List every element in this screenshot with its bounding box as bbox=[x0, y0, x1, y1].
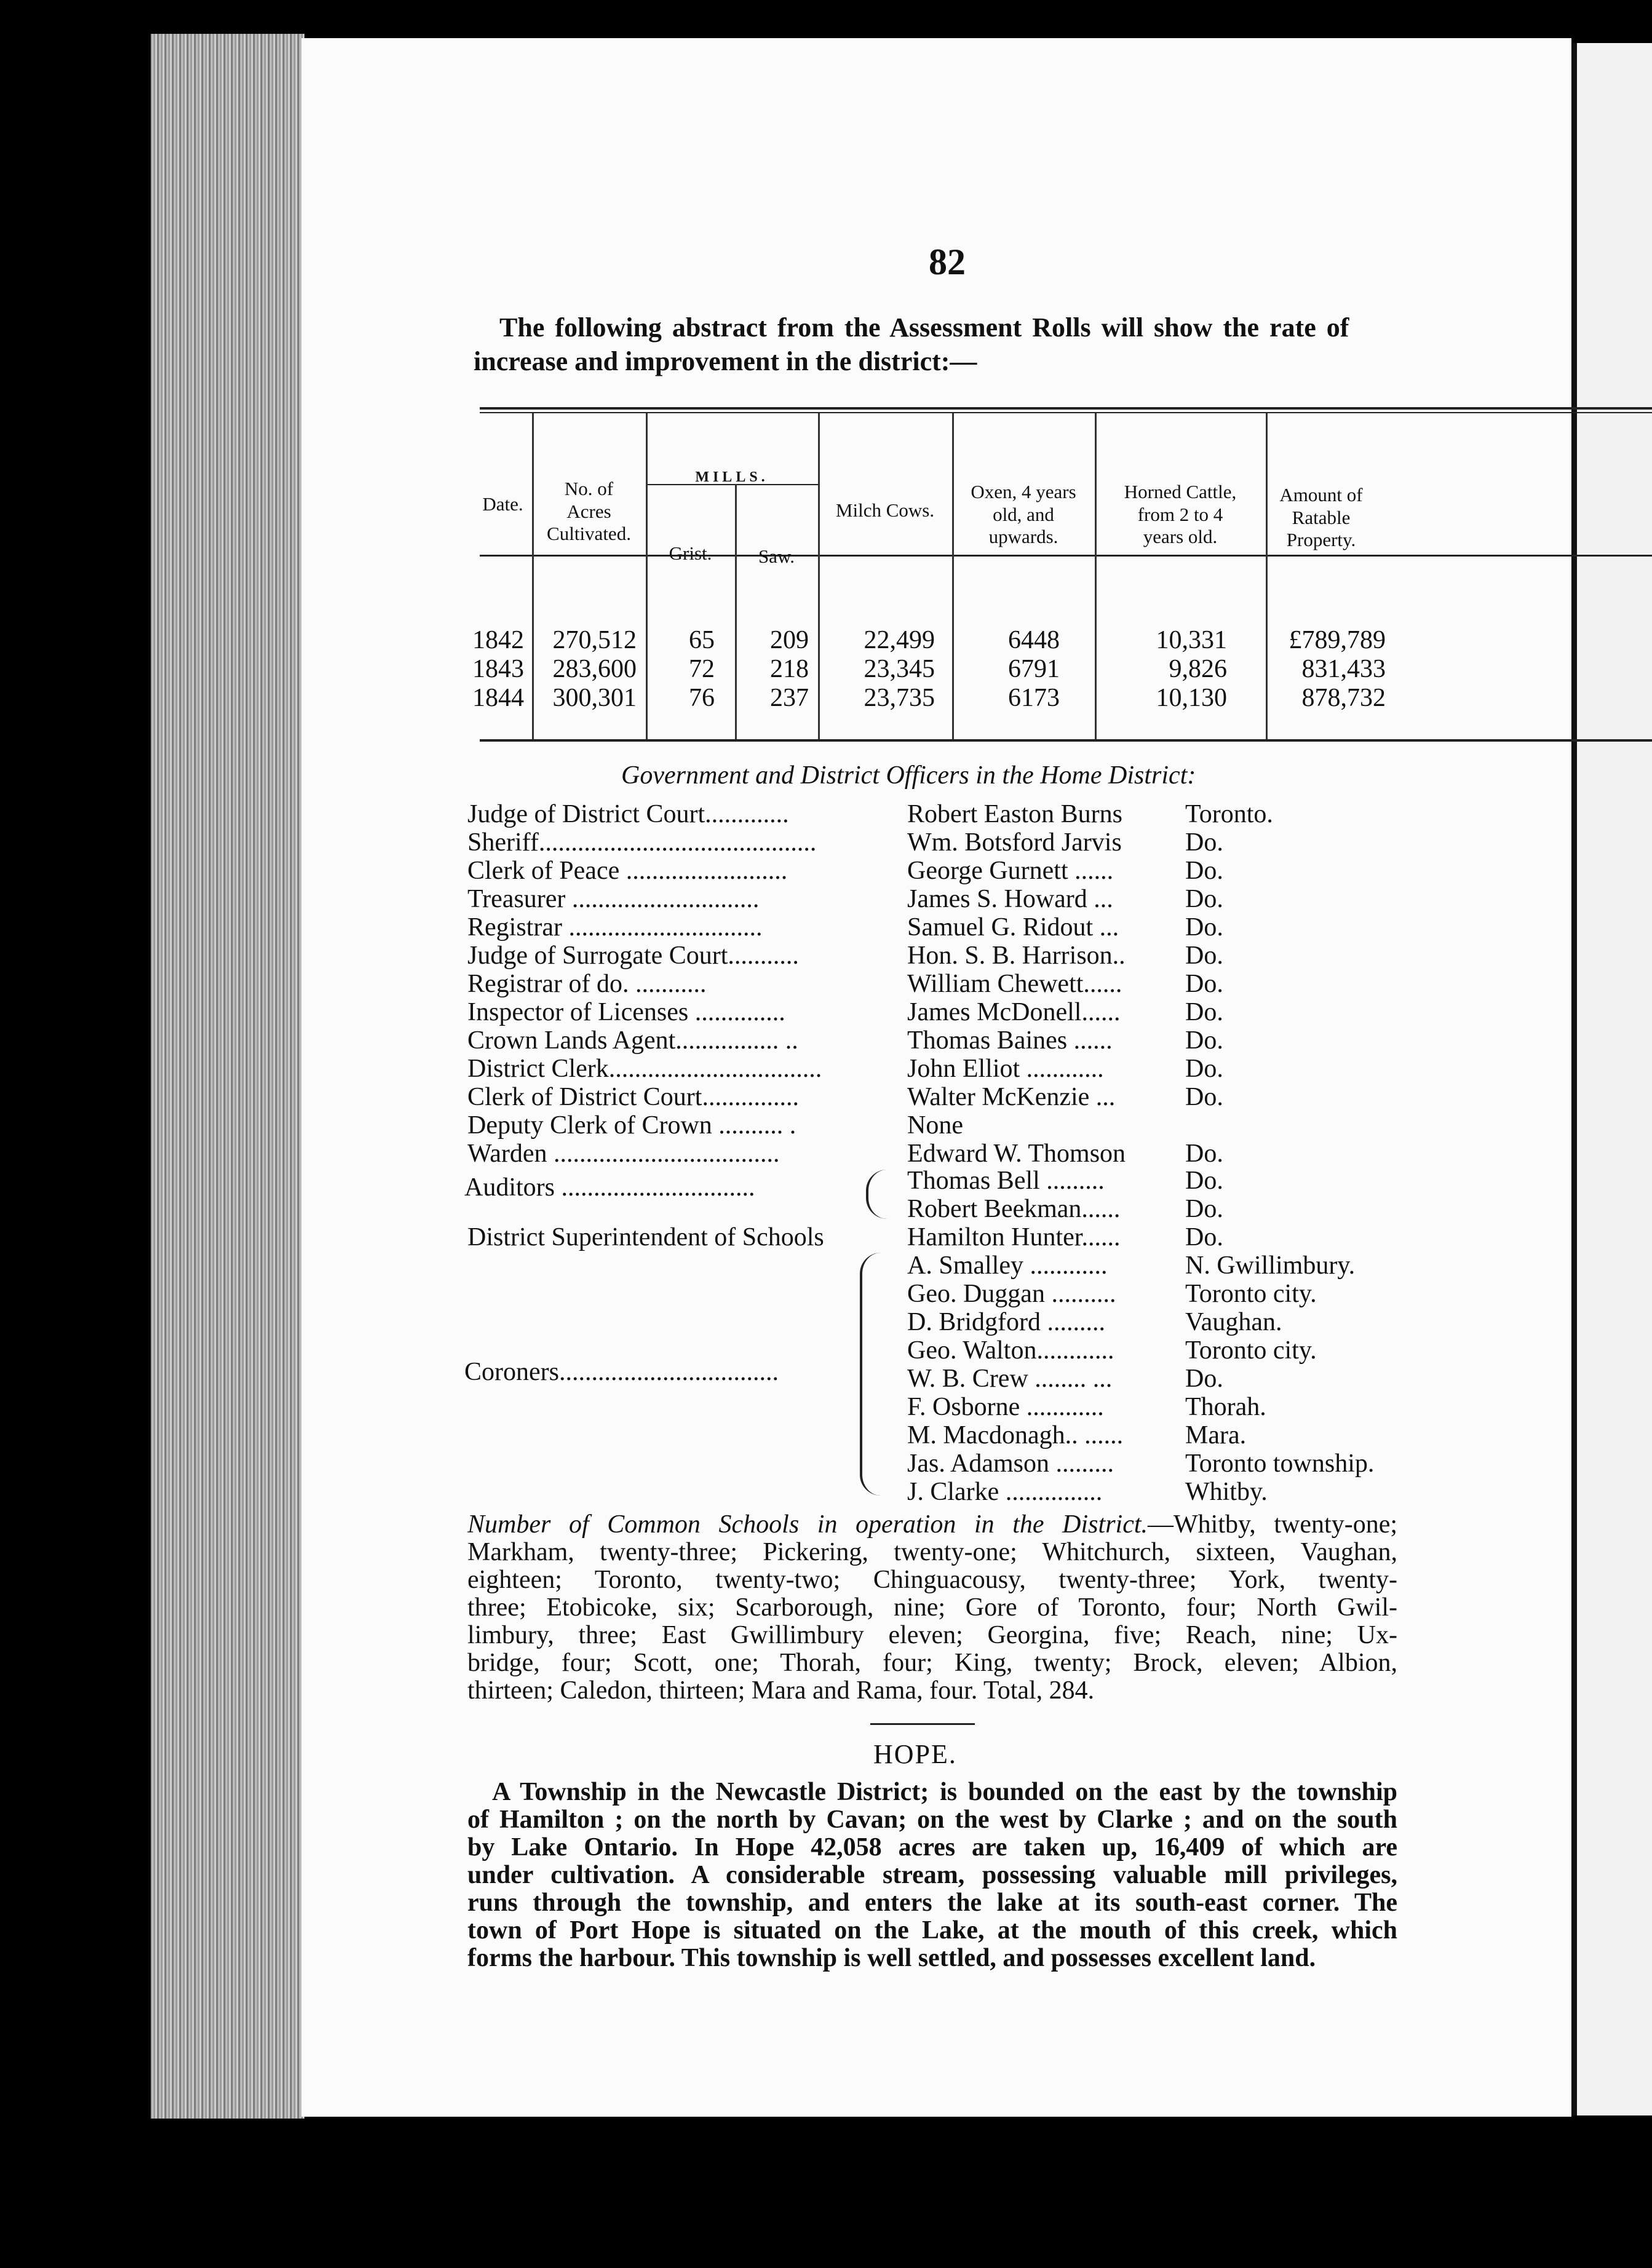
coroner-name: M. Macdonagh.. ...... bbox=[907, 1421, 1124, 1449]
officer-name: None bbox=[907, 1111, 963, 1140]
hope-line: of Hamilton ; on the north by Cavan; on the west by Clarke ; and on the south bbox=[467, 1806, 1397, 1834]
coroner-name: F. Osborne ............ bbox=[907, 1393, 1104, 1421]
coroner-place: N. Gwillimbury. bbox=[1185, 1251, 1356, 1280]
header-milch-cows: Milch Cows. bbox=[835, 499, 935, 521]
officer-place: Do. bbox=[1185, 1026, 1223, 1055]
cell-acres: 283,600 bbox=[552, 655, 637, 683]
officers-heading: Government and District Officers in the Home District: bbox=[621, 761, 1196, 790]
table-top-rule-2 bbox=[480, 412, 1652, 413]
coroner-place: Mara. bbox=[1185, 1421, 1247, 1449]
schools-line-1 bbox=[467, 1511, 1397, 1539]
hope-line: by Lake Ontario. In Hope 42,058 acres are taken up, 16,409 of which are bbox=[467, 1833, 1397, 1862]
officer-name: Hon. S. B. Harrison.. bbox=[907, 942, 1126, 970]
officer-title: Inspector of Licenses .............. bbox=[467, 998, 785, 1026]
coroner-place: Vaughan. bbox=[1185, 1308, 1282, 1336]
schools-line: thirteen; Caledon, thirteen; Mara and Rama, four. Total, 284. bbox=[467, 1676, 1095, 1705]
cell-grist: 76 bbox=[689, 684, 715, 712]
officer-place: Do. bbox=[1185, 857, 1223, 885]
coroners-brace bbox=[860, 1253, 881, 1496]
officer-place: Do. bbox=[1185, 828, 1223, 857]
officer-title: Judge of District Court............. bbox=[467, 800, 789, 828]
coroner-place: Whitby. bbox=[1185, 1478, 1268, 1506]
schools-line-1-text: —Whitby, twenty-one; bbox=[1148, 1510, 1397, 1539]
coroner-place: Toronto township. bbox=[1185, 1449, 1375, 1478]
header-acres: No. of Acres Cultivated. bbox=[547, 478, 631, 545]
cell-horned-cattle: 10,130 bbox=[1156, 684, 1227, 712]
officer-title: Clerk of Peace ......................... bbox=[467, 857, 788, 885]
section-heading-hope: HOPE. bbox=[873, 1739, 957, 1769]
officer-name: John Elliot ............ bbox=[907, 1055, 1104, 1083]
coroner-place: Toronto city. bbox=[1185, 1280, 1317, 1308]
cell-oxen: 6448 bbox=[1008, 626, 1060, 654]
officer-name: Thomas Baines ...... bbox=[907, 1026, 1113, 1055]
officer-place: Do. bbox=[1185, 1055, 1223, 1083]
cell-saw: 237 bbox=[770, 684, 809, 712]
hope-line: under cultivation. A considerable stream, possessing valuable mill privileges, bbox=[467, 1861, 1397, 1889]
cell-grist: 65 bbox=[689, 626, 715, 654]
adjacent-page bbox=[1573, 43, 1652, 2115]
officer-name: Edward W. Thomson bbox=[907, 1140, 1126, 1168]
officer-title: Crown Lands Agent................ .. bbox=[467, 1026, 798, 1055]
schools-lead: Number of Common Schools in operation in the District. bbox=[467, 1510, 1148, 1539]
cell-property: 878,732 bbox=[1301, 684, 1386, 712]
schools-line: Markham, twenty-three; Pickering, twenty-one; Whitchurch, sixteen, Vaughan, bbox=[467, 1538, 1397, 1566]
intro-line-1: The following abstract from the Assessment Rolls will show the rate of bbox=[499, 312, 1349, 343]
cell-milch-cows: 22,499 bbox=[864, 626, 935, 654]
officer-title: Registrar of do. ........... bbox=[467, 970, 707, 998]
auditor-name: Robert Beekman...... bbox=[907, 1195, 1121, 1223]
cell-horned-cattle: 10,331 bbox=[1156, 626, 1227, 654]
officer-name: William Chewett...... bbox=[907, 970, 1122, 998]
hope-paragraph bbox=[467, 1778, 1397, 1972]
hope-line: forms the harbour. This township is well settled, and possesses excellent land. bbox=[467, 1944, 1316, 1972]
cell-date: 1844 bbox=[472, 684, 524, 712]
coroner-name: A. Smalley ............ bbox=[907, 1251, 1108, 1280]
cell-acres: 270,512 bbox=[552, 626, 637, 654]
coroner-name: Jas. Adamson ......... bbox=[907, 1449, 1114, 1478]
book-page bbox=[301, 38, 1571, 2117]
schools-paragraph bbox=[467, 1511, 1397, 1705]
header-date: Date. bbox=[482, 493, 523, 515]
coroners-title: Coroners.................................. bbox=[464, 1358, 779, 1386]
officer-place: Do. bbox=[1185, 942, 1223, 970]
officer-place: Toronto. bbox=[1185, 800, 1273, 828]
coroner-place: Do. bbox=[1185, 1365, 1223, 1393]
header-property: Amount of Ratable Property. bbox=[1279, 484, 1363, 551]
header-horned-cattle: Horned Cattle, from 2 to 4 years old. bbox=[1124, 481, 1237, 548]
officer-name: Walter McKenzie ... bbox=[907, 1083, 1116, 1111]
hope-line: town of Port Hope is situated on the Lake, at the mouth of this creek, which bbox=[467, 1916, 1397, 1945]
cell-horned-cattle: 9,826 bbox=[1169, 655, 1227, 683]
schools-line: eighteen; Toronto, twenty-two; Chinguacousy, twenty-three; York, twenty- bbox=[467, 1566, 1397, 1594]
header-saw: Saw. bbox=[758, 545, 795, 567]
cell-date: 1843 bbox=[472, 655, 524, 683]
cell-date: 1842 bbox=[472, 626, 524, 654]
superintendent-name: Hamilton Hunter...... bbox=[907, 1223, 1121, 1251]
header-grist: Grist. bbox=[669, 542, 712, 564]
cell-acres: 300,301 bbox=[552, 684, 637, 712]
officer-name: James McDonell...... bbox=[907, 998, 1121, 1026]
superintendent-title: District Superintendent of Schools bbox=[467, 1223, 824, 1251]
officer-name: Robert Easton Burns bbox=[907, 800, 1122, 828]
table-top-rule bbox=[480, 407, 1652, 410]
officer-title: District Clerk................................. bbox=[467, 1055, 822, 1083]
coroner-name: D. Bridgford ......... bbox=[907, 1308, 1105, 1336]
cell-milch-cows: 23,345 bbox=[864, 655, 935, 683]
officer-title: Treasurer ............................. bbox=[467, 885, 760, 913]
coroner-name: Geo. Walton............ bbox=[907, 1336, 1114, 1365]
cell-grist: 72 bbox=[689, 655, 715, 683]
officer-place: Do. bbox=[1185, 885, 1223, 913]
coroner-place: Toronto city. bbox=[1185, 1336, 1317, 1365]
coroner-name: Geo. Duggan .......... bbox=[907, 1280, 1116, 1308]
officer-place: Do. bbox=[1185, 1140, 1223, 1168]
page-number: 82 bbox=[929, 242, 966, 282]
hope-line: A Township in the Newcastle District; is bounded on the east by the township bbox=[492, 1778, 1397, 1806]
coroner-name: J. Clarke ............... bbox=[907, 1478, 1103, 1506]
officer-place: Do. bbox=[1185, 970, 1223, 998]
header-oxen: Oxen, 4 years old, and upwards. bbox=[971, 481, 1076, 548]
cell-oxen: 6791 bbox=[1008, 655, 1060, 683]
officer-title: Sheriff........................................... bbox=[467, 828, 817, 857]
cell-oxen: 6173 bbox=[1008, 684, 1060, 712]
officer-title: Clerk of District Court............... bbox=[467, 1083, 799, 1111]
cell-milch-cows: 23,735 bbox=[864, 684, 935, 712]
officer-place: Do. bbox=[1185, 998, 1223, 1026]
cell-saw: 209 bbox=[770, 626, 809, 654]
intro-line-2: increase and improvement in the district:— bbox=[474, 346, 977, 376]
coroner-name: W. B. Crew ........ ... bbox=[907, 1365, 1113, 1393]
auditors-title: Auditors .............................. bbox=[464, 1173, 755, 1202]
officer-place: Do. bbox=[1185, 913, 1223, 942]
schools-line: three; Etobicoke, six; Scarborough, nine; Gore of Toronto, four; North Gwil- bbox=[467, 1593, 1397, 1622]
officer-name: Wm. Botsford Jarvis bbox=[907, 828, 1122, 857]
schools-line: bridge, four; Scott, one; Thorah, four; King, twenty; Brock, eleven; Albion, bbox=[467, 1649, 1397, 1677]
officer-title: Registrar .............................. bbox=[467, 913, 763, 942]
cell-saw: 218 bbox=[770, 655, 809, 683]
officer-title: Judge of Surrogate Court........... bbox=[467, 942, 799, 970]
coroner-place: Thorah. bbox=[1185, 1393, 1266, 1421]
book-page-edges bbox=[151, 34, 304, 2119]
cell-property: £789,789 bbox=[1289, 626, 1386, 654]
auditor-place: Do. bbox=[1185, 1195, 1223, 1223]
hope-line: runs through the township, and enters the lake at its south-east corner. The bbox=[467, 1889, 1397, 1917]
auditor-place: Do. bbox=[1185, 1167, 1223, 1195]
officer-name: George Gurnett ...... bbox=[907, 857, 1114, 885]
auditor-name: Thomas Bell ......... bbox=[907, 1167, 1105, 1195]
officer-name: Samuel G. Ridout ... bbox=[907, 913, 1119, 942]
cell-property: 831,433 bbox=[1301, 655, 1386, 683]
schools-line: limbury, three; East Gwillimbury eleven; Georgina, five; Reach, nine; Ux- bbox=[467, 1621, 1397, 1649]
section-rule bbox=[870, 1723, 975, 1725]
superintendent-place: Do. bbox=[1185, 1223, 1223, 1251]
officer-title: Warden ................................... bbox=[467, 1140, 780, 1168]
officer-title: Deputy Clerk of Crown .......... . bbox=[467, 1111, 796, 1140]
auditors-brace bbox=[866, 1170, 887, 1219]
header-mills: MILLS. bbox=[695, 469, 769, 485]
officer-place: Do. bbox=[1185, 1083, 1223, 1111]
officer-name: James S. Howard ... bbox=[907, 885, 1113, 913]
table-bottom-rule bbox=[480, 739, 1652, 742]
